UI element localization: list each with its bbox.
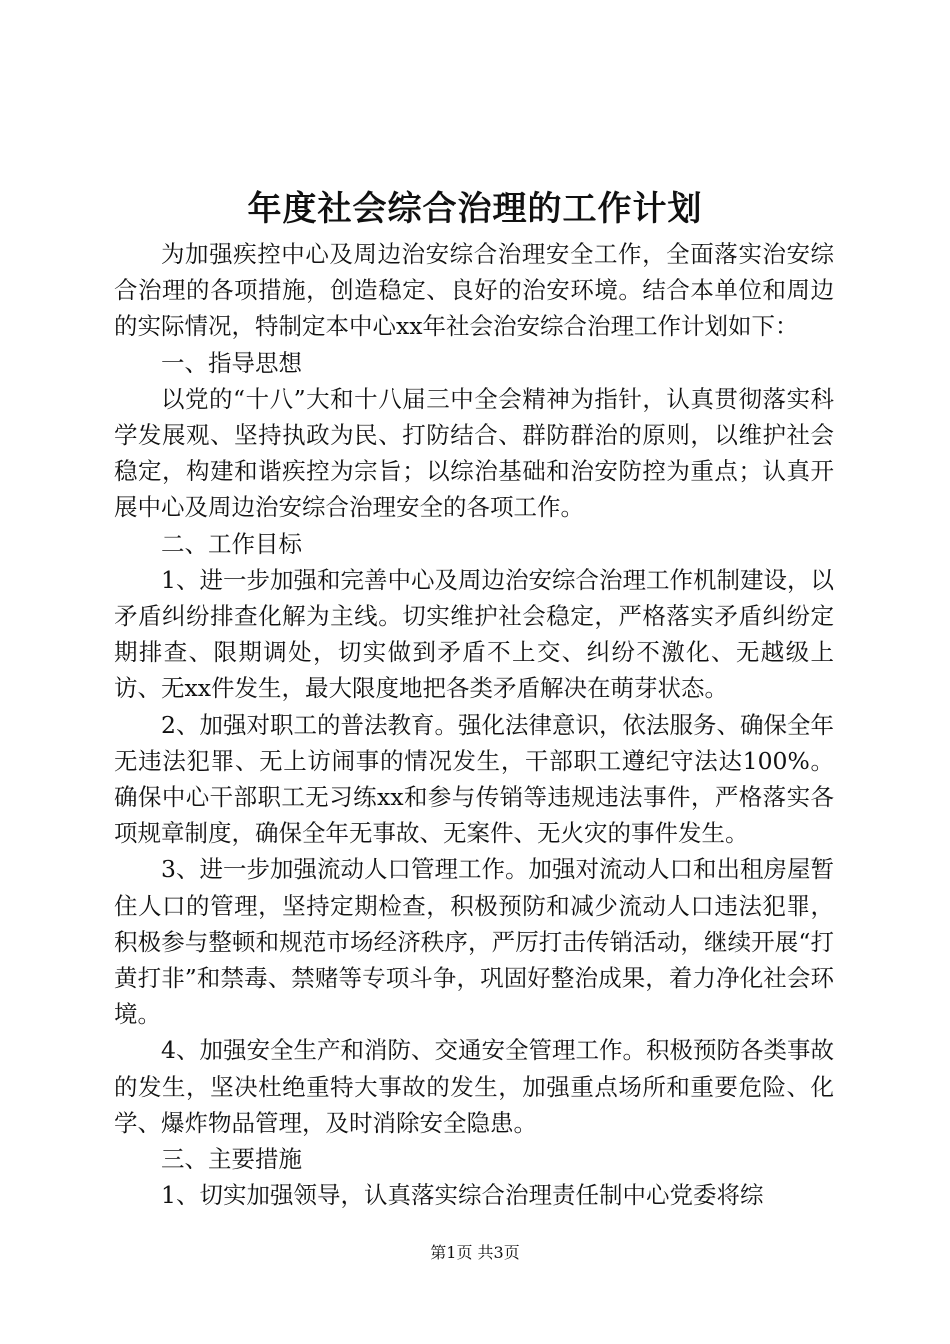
page-footer: 第1页 共3页 — [430, 1243, 520, 1262]
goal-item-3: 3、进一步加强流动人口管理工作。加强对流动人口和出租房屋暂住人口的管理，坚持定期检查，积极预防和减少流动人口违法犯罪，积极参与整顿和规范市场经济秩序，严厉打击传销活动，继续开展“打黄打非”和禁毒、禁赌等专项斗争，巩固好整治成果，着力净化社会环境。 — [114, 855, 834, 1029]
document-title: 年度社会综合治理的工作计划 — [247, 189, 703, 229]
intro-paragraph: 为加强疾控中心及周边治安综合治理安全工作，全面落实治安综合治理的各项措施，创造稳定、良好的治安环境。结合本单位和周边的实际情况，特制定本中心xx年社会治安综合治理工作计划如下： — [114, 240, 834, 341]
section-heading-guiding-thought: 一、指导思想 — [161, 348, 302, 377]
section-heading-main-measures: 三、主要措施 — [161, 1145, 302, 1174]
goal-item-1: 1、进一步加强和完善中心及周边治安综合治理工作机制建设，以矛盾纠纷排查化解为主线。切实维护社会稳定，严格落实矛盾纠纷定期排查、限期调处，切实做到矛盾不上交、纠纷不激化、无越级上访、无xx件发生，最大限度地把各类矛盾解决在萌芽状态。 — [114, 565, 834, 703]
document-body — [114, 236, 834, 1213]
goal-item-4: 4、加强安全生产和消防、交通安全管理工作。积极预防各类事故的发生，坚决杜绝重特大事故的发生，加强重点场所和重要危险、化学、爆炸物品管理，及时消除安全隐患。 — [114, 1036, 834, 1137]
guiding-thought-paragraph: 以党的“十八”大和十八届三中全会精神为指针，认真贯彻落实科学发展观、坚持执政为民、打防结合、群防群治的原则，以维护社会稳定，构建和谐疾控为宗旨；以综治基础和治安防控为重点；认真开展中心及周边治安综合治理安全的各项工作。 — [114, 384, 834, 522]
section-heading-work-goals: 二、工作目标 — [161, 529, 302, 558]
goal-item-2: 2、加强对职工的普法教育。强化法律意识，依法服务、确保全年无违法犯罪、无上访闹事的情况发生，干部职工遵纪守法达100%。确保中心干部职工无习练xx和参与传销等违规违法事件，严格落实各项规章制度，确保全年无事故、无案件、无火灾的事件发生。 — [114, 710, 834, 848]
measure-item-1: 1、切实加强领导，认真落实综合治理责任制中心党委将综 — [161, 1181, 764, 1210]
